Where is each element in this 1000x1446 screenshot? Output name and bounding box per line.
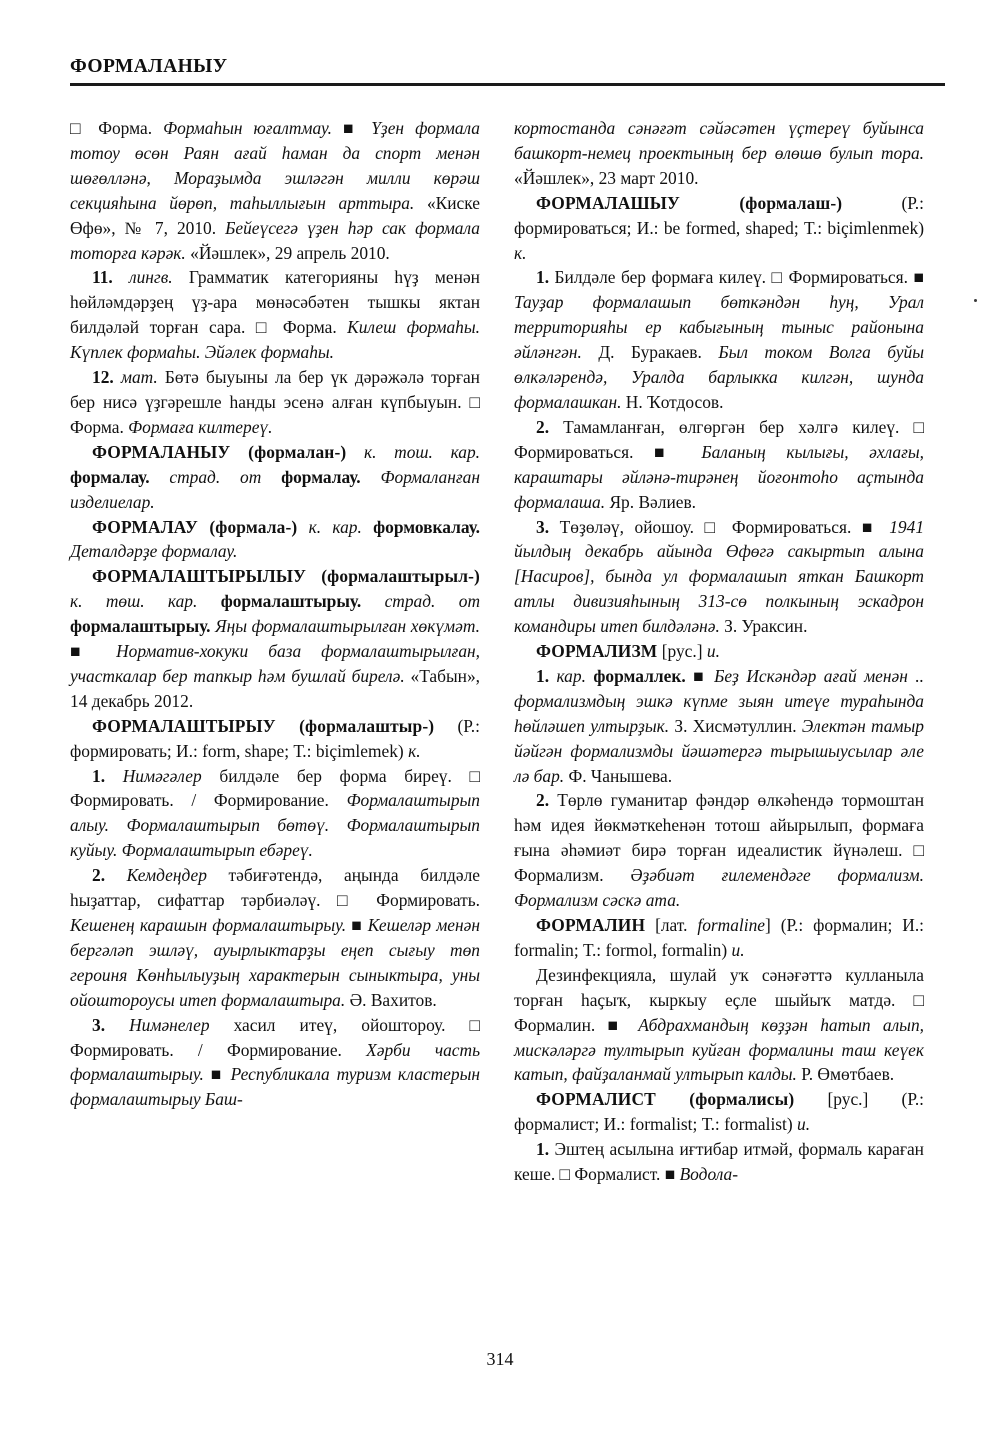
entry-formalizm-2 — [514, 788, 924, 913]
italic-run: Формаланған изделиелар. — [70, 466, 480, 512]
bold-run: 1. — [536, 665, 557, 686]
entry-forma-sense-11 — [70, 265, 480, 365]
bold-run: 2. — [536, 416, 564, 437]
italic-run: Кемдеңдер — [126, 865, 207, 886]
text-run: [рус.] (Р.: формалист; И.: formalist; Т.: formalist) — [514, 1089, 924, 1135]
running-head-area — [70, 56, 945, 86]
text-run: Төҙөләү, ойошоу. □ Формироваться. — [559, 516, 852, 537]
italic-run: мат. — [120, 367, 158, 388]
italic-run: Формалаштырып алыу. Формалаштырып бөтөү. Формалаштырып куйыу. Формалаштырып ебәреү. — [70, 790, 480, 861]
italic-run: к. кар. — [297, 516, 374, 537]
italic-run: Нимәнелер — [129, 1014, 210, 1035]
italic-run: к. төш. кар. — [70, 591, 221, 612]
text-run: «Табын», 14 декабрь 2012. — [70, 665, 481, 711]
entry-formalashtyrylyu — [70, 564, 480, 713]
italic-run: Кешенең карашын формалаштырыу. — [70, 915, 347, 935]
italic-run: Нимәгәлер — [122, 765, 202, 786]
italic-run: к. — [514, 242, 527, 263]
italic-run: Был током Волга буйы өлкәләрендә, Уралда барлыкка килгән, шунда формалашкан. — [514, 342, 924, 412]
text-run: «Йәшлек», 29 апрель 2010. — [185, 242, 390, 263]
bold-run: 1. — [92, 765, 123, 786]
entry-forma-sense-12 — [70, 365, 480, 440]
text-run: (Р.: формироваться; И.: be formed, shaped; Т.: biçimlenmek) — [514, 192, 924, 238]
entry-formalist — [514, 1087, 924, 1137]
text-run: билдәле бер форма биреү. □ Формировать. / Формирование. — [70, 765, 481, 811]
bold-run: формалаштырыу. — [70, 616, 211, 637]
italic-run: Тауҙар формалашып бөткәндән һуң, Урал территорияһы ер кабығының тыныс районына әйләнгән. — [514, 292, 924, 363]
italic-run: и. — [731, 939, 745, 960]
italic-run: Формаһын юғалтмау. — [163, 118, 332, 138]
italic-run: Баланың кылығы, әхлағы, караштары әйләнә-тирәнең йоғонтоһо аҫтында формалаша. — [514, 441, 924, 512]
text-run: «Йәшлек», 23 март 2010. — [514, 167, 699, 188]
print-speck — [974, 299, 977, 302]
headword: ФОРМАЛАШТЫРЫЛЫУ (формалаштырыл-) — [92, 566, 480, 587]
entry-formalashyu-2 — [514, 415, 924, 515]
text-run: [лат. — [645, 915, 698, 935]
text-run: Билдәле бер формаға килеү. □ Формироваться. — [554, 267, 914, 288]
entry-formalizm-1 — [514, 664, 924, 789]
bold-run: 2. — [92, 865, 127, 886]
text-run: Форма. — [98, 118, 164, 138]
text-run: З. Ураксин. — [719, 616, 808, 637]
bold-run: формаллек. — [593, 665, 686, 686]
entry-formalashyu — [514, 191, 924, 266]
headword: ФОРМАЛАШТЫРЫУ (формалаштыр-) — [92, 715, 435, 736]
text-run: Дезинфекцияла, шулай уҡ сәнәғәттә кулланыла торған һаҫыҡ, кыркыу еҫле шыйыҡ матдә. □ Формалин. ■ — [514, 964, 924, 1035]
text-run: ■ — [70, 641, 117, 662]
text-run: ■ — [685, 665, 715, 686]
entry-formalashtyryu-1 — [70, 764, 480, 864]
entry-formalashtyryu — [70, 714, 480, 764]
bold-run: 1. — [536, 1139, 555, 1160]
entry-formalashtyryu-3 — [70, 1013, 480, 1113]
bold-run: 3. — [92, 1014, 130, 1035]
entry-formalin — [514, 913, 924, 963]
italic-run: formaline — [697, 915, 765, 935]
italic-run: Беҙ Искәндәр ағай менән .. формализмдың эшкә күпме зыян итеүе тураһында һөйләшеп ултырҙык. — [514, 665, 925, 736]
text-run: Н. Ҡотдосов. — [621, 391, 724, 412]
italic-run: Хәрби часть формалаштырыу. — [70, 1039, 480, 1085]
text-run: Төрлө гуманитар фәндәр өлкәһендә тормоштан һәм идея йөкмәткеһенән тотош айырылып, формаға ғына әһәмиәт бирә торған идеалистик йүнәлеш. □ Формализм. — [514, 790, 925, 886]
italic-run: кортостанда сәнәғәт сәйәсәтен үҫтереү буйынса башкорт-немец проектының бер өлөшө булып тора. — [514, 118, 924, 163]
entry-formalanyu — [70, 440, 480, 515]
text-run: Тамамланған, өлгөргән бер хәлгә килеү. □ Формироваться. ■ — [514, 416, 924, 462]
bold-run: формалау. — [70, 466, 150, 487]
headword: ФОРМАЛИЗМ — [536, 641, 658, 662]
bold-run: 11. — [92, 267, 130, 288]
italic-run: 1941 йылдың декабрь айында Өфөгә сакыртып алына [Насиров], бында ул формалашып яткан Башкорт атлы дивизияһының 313-сө полкының эскадрон командиры итеп билдәләнә. — [514, 516, 925, 637]
italic-run: Үҙен формала тотоу өсөн Раян ағай һаман да спорт менән шөғөлләнә, Мораҙымда эшләгән милли көрәш секцияһына йөрөп, таһыллығын арттыра. — [70, 118, 480, 213]
italic-run: Кешеләр менән бергәләп эшләү, ауырлыктарҙы еңеп сығыу төп героиня Көнһылыуҙың характерын сыныктыра, уны ойоштороусы итеп формалаштыра. — [70, 915, 480, 1010]
body-columns — [70, 116, 948, 1187]
italic-run: к. тош. кар. — [346, 441, 481, 462]
italic-run: кар. — [556, 665, 594, 686]
header-rule — [70, 83, 945, 86]
italic-run: Республикала туризм кластерын формалаштырыу Баш- — [70, 1064, 480, 1110]
italic-run: Водола- — [679, 1164, 738, 1185]
entry-formalashyu-1 — [514, 265, 924, 414]
headword: ФОРМАЛИН — [536, 915, 646, 935]
italic-run: Деталдәрҙе формалау. — [70, 541, 238, 562]
entry-formalizm — [514, 639, 924, 664]
text-run: ■ — [851, 516, 890, 537]
text-run: (Р.: формировать; И.: form, shape; Т.: biçimlemek) — [70, 715, 480, 761]
italic-run: Бейеүсегә үҙен һәр сак формала тоторға кәрәк. — [70, 217, 480, 263]
bold-run: формовкалау. — [373, 516, 480, 537]
italic-run: Абдрахмандың көҙҙән һатып алып, мискәләргә тултырып куйған формалины таш кеүек катып, файҙаланмай ултырып калды. — [514, 1014, 925, 1085]
text-run: Ф. Чанышева. — [564, 765, 673, 786]
entry-forma-sense-10-tail — [70, 116, 480, 265]
italic-run: Әҙәбиәт ғилемендәге формализм. Формализм сәскә ата. — [514, 865, 924, 911]
page-number: 314 — [486, 1349, 514, 1369]
text-run: Д. Буракаев. — [581, 342, 719, 363]
entry-formalashyu-3 — [514, 515, 924, 640]
text-run: ■ — [913, 267, 924, 288]
headword: ФОРМАЛАУ (формала-) — [92, 516, 298, 537]
text-run: Яр. Вәлиев. — [605, 491, 697, 512]
headword: ФОРМАЛИСТ (формалисы) — [536, 1089, 795, 1110]
entry-formalashtyryu-2 — [70, 863, 480, 1012]
text-run: Грамматик категорияны һүҙ менән һөйләмдәрҙең үҙ-ара мөнәсәбәтен тышкы яктан билдәләй торған сара. □ Форма. — [70, 267, 480, 338]
italic-run: к. — [408, 740, 421, 761]
italic-run: страд. от — [149, 466, 282, 487]
italic-run: Формаға килтереү. — [128, 416, 273, 437]
text-run: Эштең асылына иғтибар итмәй, формаль караған кеше. □ Формалист. ■ — [514, 1139, 924, 1185]
text-run: ■ — [203, 1064, 231, 1085]
italic-run: Электән тамыр йәйгән формализмды йәшәтергә тырышыусылар әле лә бар. — [514, 715, 925, 786]
entry-formalist-1 — [514, 1137, 924, 1187]
headword: ФОРМАЛАШЫУ (формалаш-) — [536, 192, 843, 213]
headword: ФОРМАЛАНЫУ (формалан-) — [92, 441, 347, 462]
text-run: З. Хисмәтуллин. — [669, 715, 802, 736]
text-run: Ә. Вахитов. — [345, 989, 437, 1010]
text-run: ■ — [331, 118, 372, 138]
text-run: ] (Р.: формалин; И.: formalin; Т.: formol, formalin) — [514, 915, 924, 960]
bold-run: формалаштырыу. — [220, 591, 362, 612]
text-run: [рус.] — [657, 641, 707, 662]
text-run: тәбиғәтендә, аңында билдәле һыҙаттар, сифаттар тәрбиәләү. □ Формировать. — [70, 865, 480, 911]
text-run: Бөтә быуыны ла бер үк дәрәжәлә торған бер нисә үҙгәрешле һанды эсенә алған күпбыуын. □ Форма. — [70, 367, 480, 437]
bold-run: 12. — [92, 367, 121, 388]
italic-run: лингв. — [129, 267, 173, 288]
running-head: ФОРМАЛАНЫУ — [70, 56, 228, 77]
text-run: «Киске Өфө», № 7, 2010. — [70, 192, 480, 238]
entry-formalau — [70, 515, 480, 565]
italic-run: Норматив-хокуки база формалаштырылған, участкалар бер тапкыр һәм бушлай бирелә. — [70, 641, 481, 686]
right-column — [514, 116, 924, 1187]
bold-run: 1. — [536, 267, 555, 288]
italic-run: и. — [797, 1114, 811, 1135]
italic-run: Килеш формаһы. Күплек формаһы. Эйәлек формаһы. — [70, 317, 480, 363]
text-run: Р. Өмөтбаев. — [796, 1064, 895, 1085]
left-column — [70, 116, 480, 1187]
text-run: хасил итеү, ойоштороу. □ Формировать. / Формирование. — [70, 1014, 481, 1060]
italic-run: страд. от — [361, 591, 480, 612]
bold-run: 3. — [536, 516, 560, 537]
text-run: ■ — [346, 915, 368, 935]
bold-run: 2. — [536, 790, 558, 811]
entry-formalashtyryu-3-cont — [514, 116, 924, 191]
text-run: □ — [70, 118, 99, 138]
entry-formalin-body — [514, 963, 924, 1088]
bold-run: формалау. — [281, 466, 361, 487]
italic-run: и. — [706, 641, 720, 662]
italic-run: Яңы формалаштырылған хөкүмәт. — [210, 616, 480, 637]
